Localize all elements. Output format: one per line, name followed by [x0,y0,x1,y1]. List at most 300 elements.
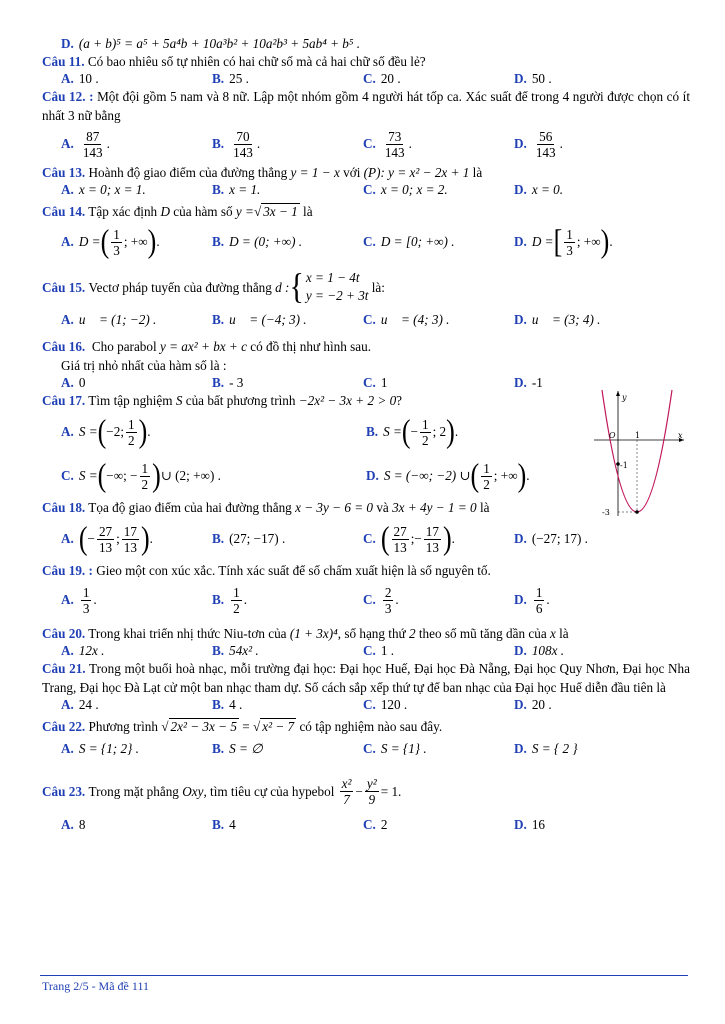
q11-options [42,71,690,87]
paren: ( [380,520,390,557]
option-a[interactable] [61,817,212,833]
option-label: A. [61,424,74,439]
denominator: 3 [566,242,573,258]
option-label: B. [212,817,225,832]
option-value: 25 . [229,71,249,86]
question-number: Câu 18. [42,500,86,515]
option-label: C. [363,643,376,658]
numerator: 1 [128,416,135,432]
option-a[interactable]: A. ( − $\frac{27}{13}$ ; $\frac{17}{13}$ ) . [61,520,153,557]
denominator: 13 [393,539,407,555]
term-index: 2 [408,626,416,641]
question-number: Câu 20. [42,626,86,641]
fraction [97,524,114,555]
q15-options [42,307,690,333]
option-label: B. [212,136,225,151]
fraction [383,585,394,616]
footer-divider [40,975,688,976]
fraction [383,129,407,160]
question-text: , số hạng thứ [337,626,406,641]
option-label: A. [61,312,74,327]
question-text: theo số mũ tăng dần của [418,626,547,641]
option-c[interactable] [363,375,514,391]
option-c[interactable] [363,817,514,833]
q21-options [42,697,690,713]
fraction [81,129,105,160]
fraction [564,227,575,258]
option-label: D. [514,697,527,712]
option-b[interactable]: B. $\frac{1}{2}$ . [212,584,247,616]
question-text: Tọa độ giao điểm của hai đường thẳng [88,500,292,515]
option-prefix: S = [78,424,98,439]
option-c[interactable] [363,643,514,659]
question-19 [42,561,690,580]
function-lhs: y = [235,204,254,219]
fraction [340,776,354,807]
q22-options [42,736,690,762]
option-label: C. [363,136,376,151]
fraction [126,417,137,448]
option-label: A. [61,643,74,658]
denominator: 3 [82,600,90,616]
option-label: C. [363,817,376,832]
option-a[interactable] [61,71,212,87]
option-value: 4 [229,817,236,832]
option-label: A. [61,592,74,607]
option-b[interactable] [212,375,363,391]
option-c[interactable] [363,312,514,328]
paren: ) [446,413,455,450]
option-prefix: S = [383,424,402,439]
bracket: [ [553,223,563,260]
numerator: 1 [113,226,120,242]
question-text: Giá trị nhỏ nhất của hàm số là : [61,358,227,373]
parabola-expr: y = ax² + bx + c [159,339,247,354]
option-a[interactable] [61,312,212,328]
option-label: B. [366,424,379,439]
inequality: −2x² − 3x + 2 > 0 [298,393,397,408]
question-number: Câu 21. [42,661,86,676]
question-11 [42,52,690,71]
option-label: C. [363,312,376,327]
question-number: Câu 23. [42,783,86,799]
option-d[interactable]: D. $\frac{1}{6}$ . [514,584,550,616]
fraction [424,524,441,555]
numerator: 1 [233,584,240,600]
question-23 [42,770,690,812]
numerator: 1 [82,584,90,600]
option-label: A. [61,375,74,390]
question-13 [42,163,690,182]
option-label: D. [514,182,527,197]
option-prefix: S = [78,468,98,483]
numerator: 1 [141,460,149,476]
option-label: D. [514,817,527,832]
question-22 [42,717,690,736]
option-label: C. [363,741,376,756]
option-label: D. [514,312,527,327]
numerator: 1 [483,460,490,476]
paren: ) [138,413,148,450]
option-label: B. [212,697,225,712]
option-value: 12x . [78,643,105,658]
option-label: D. [61,36,74,51]
page-footer: Trang 2/5 - Mã đề 111 [42,979,149,993]
question-text: Trong một buổi hoà nhạc, mỗi trường đại học: Đại học Huế, Đại học Đà Nẵng, Đại học Quy Nhơn, Đại học Nha Trang, Đại học Đà Lạt cử một ban nhạc tham dự. Số cách sắp xếp thứ tự để ban nhạc của Đại học Huế diễn đầu tiên là [42,661,690,695]
numerator: 27 [393,523,407,539]
numerator: 17 [425,523,439,539]
option-label: B. [212,312,225,327]
option-label: D. [366,468,379,483]
option-value: − [410,424,418,439]
question-number: Câu 22. [42,719,86,734]
denominator: 3 [384,600,392,616]
line-name: d : [275,279,290,295]
option-value: S = {1; 2} . [78,741,139,756]
question-number: Câu 17. [42,393,86,408]
option-d[interactable] [514,312,665,328]
option-value: 1 . [380,643,395,658]
option-d[interactable] [514,817,665,833]
paren: ) [147,223,157,260]
numerator: x² [341,775,352,791]
q23-options [42,812,690,838]
denominator: 6 [535,600,543,616]
option-b[interactable] [212,531,363,547]
denominator: 9 [368,791,376,807]
option-value: u⃗ = (4; 3) . [380,312,450,327]
option-c[interactable] [363,71,514,87]
numerator: 27 [98,523,113,539]
question-14 [42,202,690,221]
question-number: Câu 16. [42,339,86,354]
origin-label: O [609,431,616,440]
option-label: D. [514,643,527,658]
sqrt-sign: √ [253,719,261,734]
denominator: 143 [384,144,405,160]
punct: . [609,234,613,249]
fraction [392,524,409,555]
denominator: 143 [535,144,556,160]
option-b[interactable] [212,817,363,833]
option-value: 16 [531,817,546,832]
y-axis-arrow-icon [616,391,620,396]
option-label: C. [363,592,376,607]
question-text: của bất phương trình [185,393,296,408]
sign: − [87,531,95,546]
question-number: Câu 13. [42,165,86,180]
option-label: A. [61,71,74,86]
denominator: 2 [483,476,490,492]
fraction [231,129,255,160]
paren: ) [442,520,452,557]
denominator: 2 [141,476,149,492]
option-value: 4 . [229,697,243,712]
numerator: 2 [384,584,392,600]
option-label: C. [363,182,376,197]
paren: ( [470,457,480,494]
option-value: x = 0; x = 2. [380,182,448,197]
option-value: (a + b)⁵ = a⁵ + 5a⁴b + 10a³b² + 10a²b³ + 5ab⁴ + b⁵ . [78,36,361,51]
option-d[interactable] [514,697,665,713]
option-value: (−27; 17) . [531,531,588,546]
option-a[interactable]: A. $\frac{1}{3}$ . [61,584,97,616]
question-12 [42,87,690,125]
denominator: 13 [98,539,113,555]
option-b[interactable] [212,312,363,328]
brace: { [289,266,304,307]
denominator: 2 [128,432,135,448]
question-text: Phương trình [88,719,158,734]
numerator: 70 [236,128,250,144]
option-value: x = 1. [229,182,261,197]
option-b[interactable] [212,643,363,659]
parabola-equation: (P): y = x² − 2x + 1 [363,165,470,180]
option-label: B. [212,741,225,756]
option-value: 10 . [78,71,99,86]
option-d[interactable] [514,182,665,198]
punct: . [147,424,151,439]
question-text: , tìm tiêu cự của hypebol [203,783,335,799]
option-b[interactable]: B. $\frac{70}{143}$ . [212,128,261,160]
question-text: Tập xác định [88,204,158,219]
y-axis-label: y [622,393,627,402]
option-value: x = 0; x = 1. [78,182,146,197]
question-20 [42,624,690,643]
system-row-2: y = −2 + 3t [305,288,369,303]
option-label: A. [61,531,74,546]
denominator: 143 [233,144,253,160]
fraction [420,417,431,448]
variable: x [549,626,556,641]
option-label: B. [212,182,225,197]
denominator: 3 [113,242,120,258]
option-label: C. [363,234,376,249]
option-label: C. [363,697,376,712]
option-d[interactable] [514,643,665,659]
option-label: A. [61,234,74,249]
question-text: Trong mặt phẳng [88,783,179,799]
option-value: S = ∅ [229,741,263,756]
question-text: Một đội gồm 5 nam và 8 nữ. Lập một nhóm gồm 4 người hát tốp ca. Xác suất để trong 4 người được chọn có ít nhất 3 nữ bằng [42,89,691,123]
option-label: D. [514,71,527,86]
option-label: A. [61,182,74,197]
option-value: 1 [380,375,388,390]
option-c[interactable]: C. $\frac{2}{3}$ . [363,584,399,616]
sqrt-sign: √ [253,204,262,219]
option-prefix: D = [531,234,554,249]
question-15 [42,267,690,307]
option-label: D. [514,531,527,546]
option-a[interactable]: A. $\frac{87}{143}$ . [61,128,110,160]
option-value: S = { 2 } [531,741,578,756]
option-value: ; 2 [432,424,447,439]
question-text: Trong khai triển nhị thức Niu-tơn của [88,626,287,641]
fraction [534,585,545,616]
option-value: - 3 [229,375,244,390]
plane-name: Oxy [182,783,204,799]
line-equation: y = 1 − x [290,165,340,180]
equals: = [242,719,250,734]
q18-options [42,517,690,561]
system-row-1: x = 1 − 4t [305,270,360,285]
option-a[interactable] [61,223,212,260]
option-c[interactable] [363,234,514,250]
question-number: Câu 15. [42,279,86,295]
option-d[interactable] [514,71,665,87]
option-c[interactable] [61,457,366,494]
option-a[interactable] [61,413,366,450]
paren: ( [100,223,110,260]
equation-system [289,266,369,307]
binomial-expr: (1 + 3x)⁴ [289,626,338,641]
option-c[interactable] [363,741,514,757]
option-value: D = (0; +∞) . [229,234,303,249]
option-c[interactable] [363,182,514,198]
q10-option-d [42,36,690,52]
question-text: Vectơ pháp tuyến của đường thẳng [88,279,272,295]
question-text: Có bao nhiêu số tự nhiên có hai chữ số mà cả hai chữ số đều lẻ? [87,54,426,69]
option-a[interactable] [61,697,212,713]
fraction [534,129,558,160]
option-label: B. [212,71,225,86]
option-value: x = 0. [531,182,564,197]
denominator: 2 [422,432,429,448]
denominator: 143 [82,144,103,160]
option-label: B. [212,234,225,249]
y-tick-label-2: -3 [602,508,610,517]
option-a[interactable] [61,375,212,391]
x-tick-label: 1 [635,431,641,440]
option-label: A. [61,741,74,756]
option-value: 20 . [380,71,401,86]
option-value: 8 [78,817,86,832]
question-text: Gieo một con xúc xắc. Tính xác suất để số chấm xuất hiện là số nguyên tố. [96,563,491,578]
option-label: A. [61,697,74,712]
question-text: là [559,626,569,641]
fraction [111,227,122,258]
question-16-line2 [42,356,690,375]
option-value: 54x² . [229,643,259,658]
fraction [365,776,379,807]
denominator: 13 [123,539,137,555]
question-text: Tìm tập nghiệm [88,393,173,408]
question-text: với [343,165,361,180]
option-a[interactable] [61,182,212,198]
minus: − [355,783,363,799]
option-b[interactable] [212,71,363,87]
q19-options [42,580,690,620]
q20-options [42,643,690,659]
numerator: 1 [535,584,543,600]
fraction [481,461,492,492]
option-label: D. [514,741,527,756]
numerator: y² [366,775,377,791]
option-prefix: S = (−∞; −2) ∪ [383,468,471,483]
fraction [122,524,139,555]
radicand-2: x² − 7 [262,719,295,734]
sign: − [414,531,422,546]
fraction [140,461,151,492]
option-b[interactable] [212,741,363,757]
line-1: x − 3y − 6 = 0 [295,500,374,515]
option-d[interactable] [514,223,665,260]
option-b[interactable] [212,697,363,713]
option-value: ; +∞ [576,234,601,249]
denominator: 13 [425,539,439,555]
question-number: Câu 12. : [42,89,94,104]
option-value: ∪ (2; +∞) . [160,468,221,483]
paren: ( [78,520,88,557]
option-label: B. [212,592,225,607]
option-value: 2 [380,817,388,832]
option-label: C. [363,375,376,390]
option-label: B. [212,643,225,658]
option-value: −2; [106,424,124,439]
paren: ) [152,457,161,494]
option-d[interactable] [514,741,665,757]
q14-options [42,221,690,263]
denominator: 2 [233,600,240,616]
paren: ) [140,520,150,557]
option-value: 20 . [531,697,552,712]
question-text: Hoành độ giao điểm của đường thẳng [88,165,288,180]
q12-options [42,125,690,163]
option-label: C. [363,531,376,546]
option-value: 0 [78,375,86,390]
radicand-1: 2x² − 3x − 5 [170,719,237,734]
option-c[interactable] [363,697,514,713]
option-c[interactable]: C. $\frac{73}{143}$ . [363,128,412,160]
question-text: của hàm số [173,204,233,219]
question-number: Câu 19. : [42,563,93,578]
option-label: B. [212,531,225,546]
option-value: u⃗ = (−4; 3) . [229,312,307,327]
paren: ) [517,457,527,494]
question-text: là [472,165,483,180]
option-label: D. [514,136,527,151]
question-text: là [479,500,490,515]
option-a[interactable] [61,741,212,757]
fraction [231,585,242,616]
option-d[interactable]: D. $\frac{56}{143}$ . [514,128,563,160]
option-value: 108x . [531,643,565,658]
option-label: C. [363,71,376,86]
punct: . [156,234,160,249]
fraction [81,585,92,616]
option-value: ; +∞ [123,234,148,249]
question-text: có tập nghiệm nào sau đây. [299,719,443,734]
paren: ( [97,413,107,450]
domain-symbol: D [160,204,170,219]
option-value: 120 . [380,697,408,712]
option-label: D. [514,234,527,249]
option-label: C. [61,468,74,483]
point-vertex [635,510,639,514]
punct: . [526,468,530,483]
option-a[interactable] [61,643,212,659]
q13-options [42,182,690,198]
x-axis-label: x [678,431,683,440]
option-value: u⃗ = (3; 4) . [531,312,601,327]
option-prefix: D = [78,234,101,249]
question-16 [42,337,690,356]
option-c[interactable]: C. ( $\frac{27}{13}$ ; − $\frac{17}{13}$ ) . [363,520,455,557]
option-b[interactable] [212,234,363,250]
option-value: -1 [531,375,543,390]
option-b[interactable] [212,182,363,198]
option-d[interactable] [514,531,665,547]
